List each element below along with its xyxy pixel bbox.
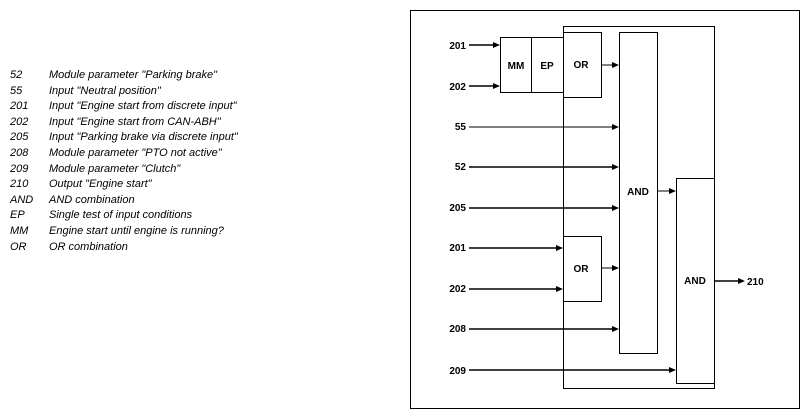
input-201-top: 201 [449, 41, 466, 52]
input-55: 55 [454, 122, 466, 133]
input-205: 205 [449, 203, 466, 214]
legend-code: 208 [10, 146, 29, 159]
legend-code: 55 [10, 84, 23, 97]
legend-code: EP [10, 209, 25, 222]
legend-code: 52 [10, 69, 23, 81]
legend-code: 210 [10, 178, 29, 191]
legend-text: Module parameter "PTO not active" [49, 146, 222, 159]
legend-code: AND [10, 193, 34, 206]
input-202-top: 202 [449, 82, 466, 93]
legend-text: Single test of input conditions [49, 209, 193, 222]
legend-code: MM [10, 224, 29, 237]
legend-code: OR [10, 240, 27, 253]
mm-label: MM [507, 61, 525, 72]
legend-text: Input "Engine start from CAN-ABH" [49, 115, 221, 128]
input-52: 52 [454, 162, 466, 173]
input-202-mid: 202 [449, 284, 466, 295]
legend-code: 201 [10, 100, 29, 113]
legend-text: Engine start until engine is running? [49, 224, 224, 237]
and-out-label: AND [684, 276, 706, 287]
legend-text: Module parameter "Clutch" [49, 162, 181, 175]
output-210: 210 [747, 277, 764, 288]
or-mid-label: OR [573, 264, 589, 275]
legend-text: Input "Neutral position" [49, 84, 161, 97]
legend-text: OR combination [49, 240, 128, 253]
and-main-label: AND [627, 187, 649, 198]
or-top-label: OR [573, 60, 589, 71]
legend-text: AND combination [49, 193, 135, 206]
legend-code: 209 [10, 162, 29, 175]
legend-text: Input "Parking brake via discrete input" [49, 131, 238, 144]
legend-text: Output "Engine start" [49, 178, 152, 191]
input-201-mid: 201 [449, 243, 466, 254]
ep-label: EP [540, 61, 554, 72]
input-208: 208 [449, 324, 466, 335]
legend-text: Input "Engine start from discrete input" [49, 100, 237, 113]
input-209: 209 [449, 366, 466, 377]
legend-code: 205 [10, 131, 29, 144]
legend-text: Module parameter "Parking brake" [49, 69, 218, 81]
legend-code: 202 [10, 115, 29, 128]
